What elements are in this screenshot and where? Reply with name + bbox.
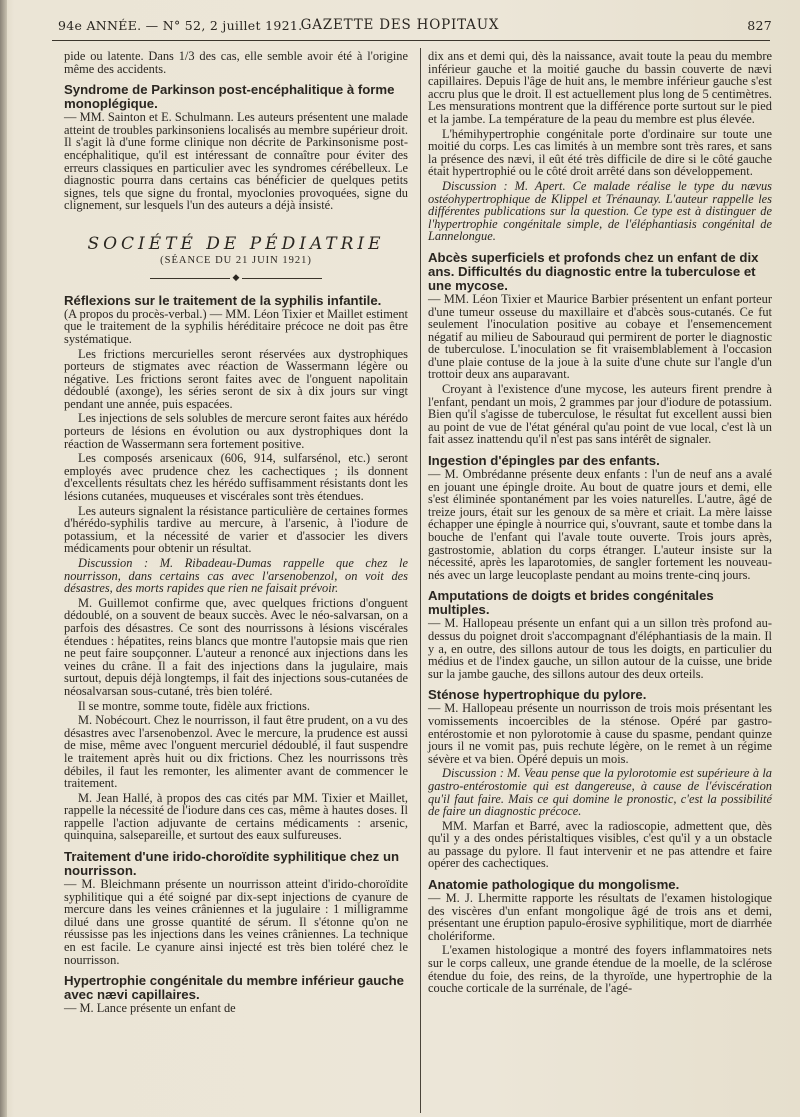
paragraph: dix ans et demi qui, dès la naissance, avait toute la peau du membre inférieur gauche et la moitié gauche du bassin couverte de nævi capillaires. Depuis l'âge de huit ans, le membre inférieur gauche s'est accru plus que le droit. Il est actuellement plus long de 5 centimètres. Les mensurations montrent que la différence porte surtout sur le pied et la jambe. La température de la peau du membre est plus élevée. [428,49,772,126]
paragraph: Les composés arsenicaux (606, 914, sulfarsénol, etc.) seront employés avec prudence chez les cachectiques ; ils donnent d'excellents résultats chez les hérédo suffisamment résistants dont les lésions cutanées, muqueuses et viscérales sont très étendues. [64,451,408,504]
paragraph: M. Jean Hallé, à propos des cas cités par MM. Tixier et Maillet, rappelle la nécessité de l'iodure dans ces cas, même à hautes doses. Il rappelle l'action adjuvante de certains médicaments : arsenic, quinquina, salsepareille, et surtout des eaux sulfureuses. [64,790,408,843]
paragraph: MM. Marfan et Barré, avec la radioscopie, admettent que, dès qu'il y a des ondes péristaltiques visibles, c'est qu'il y a un obstacle au passage du pylore. Il faut intervenir et ne pas attendre et faire opérer des cachectiques. [428,818,772,871]
paragraph: — M. J. Lhermitte rapporte les résultats de l'examen histologique des viscères d'un enfant mongolique âgé de trois ans et demi, présentant une éruption papulo-érosive syphilitique, mort de diarrhée cholériforme. [428,891,772,943]
journal-title: GAZETTE DES HOPITAUX [300,17,500,33]
section-subtitle: (SÉANCE DU 21 JUIN 1921) [160,254,312,266]
paragraph: Croyant à l'existence d'une mycose, les auteurs firent prendre à l'enfant, pendant un mois, 2 grammes par jour d'iodure de potassium. Bien qu'il s'agisse de tuberculose, le résultat fut excellent aussi bien au point de vue de l'état général qu'au point de vue local, c'est là un fait assez inattendu qu'il n'est pas sans intérêt de signaler. [428,382,772,447]
paragraph: — MM. Sainton et E. Schulmann. Les auteurs présentent une malade atteint de troubles parkinsoniens localisés au membre supérieur droit. Il s'agit là d'une forme clinique non décrite de Parkinsonisme post-encéphalitique, qu'il est intéressant de connaître pour éviter des erreurs classiques en particulier avec les syndromes cérébelleux. Le diagnostic pourra dans certains cas bénéficier de quelques petits signes, tels que signe du frontal, myoclonies provoquées, signe du clignement, sur lesquels l'un des auteurs a déjà insisté. [64,110,408,213]
paragraph: — M. Hallopeau présente un nourrisson de trois mois présentant les vomissements incoercibles de la sténose. Opéré par gastro-entérostomie et non pylorotomie à cause du spasme, pendant quinze jours il ne vomit pas, puis rechute légère, on le remet à un régime sévère et va bien. Opéré depuis un mois. [428,701,772,766]
left-column [64,50,408,1017]
column-rule [420,48,421,1113]
right-column [428,50,772,997]
article-title: Ingestion d'épingles par des enfants. [428,453,660,469]
paragraph: Les injections de sels solubles de mercure seront faites aux hérédo porteurs de lésions en évolution ou aux dystrophiques dont la réaction de Wassermann sera fortement positive. [64,411,408,451]
article-title: Abcès superficiels et profonds chez un enfant de dix ans. Difficultés du diagnostic entre la tuberculose et une mycose. [428,249,759,293]
section-ornament: ◆ [64,271,408,284]
discussion: Discussion : M. Apert. Ce malade réalise le type du nævus ostéohypertrophique de Klippel et Trénaunay. L'auteur rappelle les différentes publications sur la question. Ce type est à distinguer de l'hypertrophie congénitale simple, de l'éléphantiasis congénital de Lannelongue. [428,178,772,244]
issue-line: 94e ANNÉE. — N° 52, 2 juillet 1921. [58,18,303,33]
paragraph: pide ou latente. Dans 1/3 des cas, elle semble avoir été à l'origine même des accidents. [64,49,408,76]
article-title: Sténose hypertrophique du pylore. [428,687,647,703]
article-title: Anatomie pathologique du mongolisme. [428,877,680,893]
paragraph: L'hémihypertrophie congénitale porte d'ordinaire sur toute une moitié du corps. Les cas limités à un membre sont très rares, et sans la présence des nævi, il eût été très difficile de dire si le côté gauche était hypertrophié ou le côté droit arrêté dans son développement. [428,126,772,179]
paragraph: — M. Hallopeau présente un enfant qui a un sillon très profond au-dessus du poignet droit s'accompagnant d'éléphantiasis de la main. Il y a, en outre, des sillons autour de tous les doigts, en particulier du médius et de l'index gauche, un sillon autour de la cuisse, une bride sur la jambe gauche, des sillons autour des deux orteils. [428,616,772,681]
paragraph: M. Guillemot confirme que, avec quelques frictions d'onguent dédoublé, on a souvent de beaux succès. Avec le néo-salvarsan, on a parfois des désastres. Ce sont des nourrissons à lésions viscérales étendues : hépatites, reins blancs que montre l'autopsie mais que rien ne peut faire soupçonner. L'auteur a renoncé aux injections dans les veines du crâne. Il a fait des injections dans la jugulaire, mais surtout, depuis déjà longtemps, il fait des injections sous-cutanées de néosalvarsan sous-cutané, très bien toléré. [64,595,408,698]
paragraph: Il se montre, somme toute, fidèle aux frictions. [78,698,310,713]
paragraph: (A propos du procès-verbal.) — MM. Léon Tixier et Maillet estiment que le traitement de la syphilis héréditaire précoce ne doit pas être systématique. [64,306,408,346]
article-title: Réflexions sur le traitement de la syphilis infantile. [64,292,382,308]
paragraph: M. Nobécourt. Chez le nourrisson, il faut être prudent, on a vu des désastres avec l'arsenobenzol. Avec le mercure, la prudence est aussi de mise, même avec l'onguent mercuriel dédoublé, il faut suspendre le traitement après huit ou dix frictions. Chez les nourrissons très débiles, il faut les remonter, les alimenter avant de commencer le traitement. [64,713,408,791]
paragraph: — M. Bleichmann présente un nourrisson atteint d'irido-choroïdite syphilitique qui a été soigné par dix-sept injections de cyanure de mercure dans les veines crâniennes et la jugulaire : 1 milligramme dilué dans une grosse quantité de sérum. Il s'étonne qu'on ne réussisse pas les injections dans les veines crâniennes. La technique en est facile. Le cyanure ainsi injecté est très bien toléré chez le nourrisson. [64,877,408,967]
page-number: 827 [747,18,772,33]
article-title: Hypertrophie congénitale du membre inférieur gauche avec nævi capillaires. [64,973,405,1003]
paragraph: Les frictions mercurielles seront réservées aux dystrophiques porteurs de stigmates avec réaction de Wassermann légère ou négative. Les frictions seront faites avec de l'onguent napolitain dédoublé (axonge), les séries seront de six à dix jours sur vingt pendant une année, puis espacées. [64,346,408,411]
paragraph: — M. Lance présente un enfant de [64,1001,236,1016]
article-title: Syndrome de Parkinson post-encéphalitique à forme monoplégique. [64,82,395,112]
article-title: Amputations de doigts et brides congénitales multiples. [428,588,714,618]
paragraph: — M. Ombrédanne présente deux enfants : l'un de neuf ans a avalé en jouant une épingle droite. Au bout de quatre jours et demi, elle s'est éliminée spontanément par les voies naturelles. L'autre, âgé de treize jours, était sur les genoux de sa mère et criait. La mère laisse échapper une épingle à nourrice qui, s'ouvrant, saute et tombe dans la bouche de l'enfant qui l'avale toute ouverte. Trois jours après, gastrostomie, ablation du corps étranger. L'auteur insiste sur la nécessité, après les laparotomies, de sangler fortement les nouveau-nés avec un large leucoplaste pendant au moins trente-cinq jours. [428,467,772,582]
article-title: Traitement d'une irido-choroïdite syphilitique chez un nourrisson. [64,849,400,879]
page-header [28,14,772,36]
paragraph: Les auteurs signalent la résistance particulière de certaines formes d'hérédo-syphilis tardive au mercure, à l'arsenic, à l'iodure de potassium, et la nécessité de varier et d'associer les divers médicaments pour obtenir un résultat. [64,503,408,556]
paragraph: L'examen histologique a montré des foyers inflammatoires nets sur le corps calleux, une grande étendue de la moelle, de la sclérose étendue du foie, des reins, de la thyroïde, une hypertrophie de la couche corticale de la surrénale, de l'agé- [428,943,772,996]
authors: — MM. Sainton et E. Schulmann. [64,110,234,125]
paragraph: — MM. Léon Tixier et Maurice Barbier présentent un enfant porteur d'une tumeur osseuse du maxillaire et d'abcès sous-cutanés. Ce fut seulement l'inoculation positive au cobaye et l'ensemencement négatif au milieu de Sabouraud qui permirent de porter le diagnostic de tuberculose. L'inoculation se fit vraisemblablement à l'occasion d'une plaie contuse de la joue à la suite d'une chute sur l'angle d'un trottoir deux ans auparavant. [428,291,772,382]
discussion: Discussion : M. Ribadeau-Dumas rappelle que chez le nourrisson, dans certains cas avec l'arsenobenzol, on voit des désastres, des morts rapides que rien ne faisait prévoir. [64,556,408,596]
section-title: SOCIÉTÉ DE PÉDIATRIE [87,233,385,254]
header-rule [52,40,770,41]
discussion: Discussion : M. Veau pense que la pylorotomie est supérieure à la gastro-entérostomie qui est dangereuse, à cause de l'éviscération qu'il faut faire. Mais ce qui domine le pronostic, c'est la possibilité de faire un diagnostic précoce. [428,766,772,819]
binding-edge [0,0,7,1117]
